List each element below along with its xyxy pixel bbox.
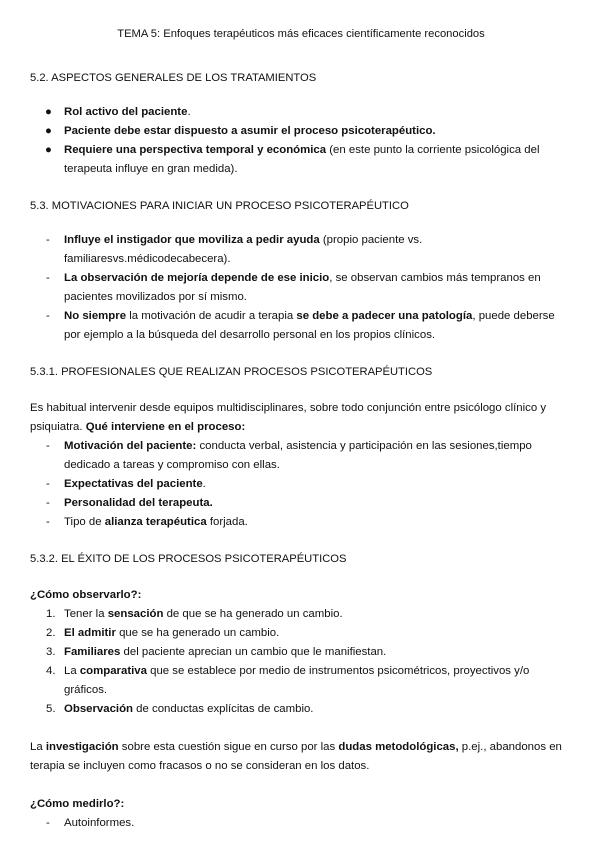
dash-marker: - [46, 310, 50, 322]
section-5-2-list [30, 103, 572, 179]
text: la motivación de acudir a terapia [126, 310, 297, 322]
observe-list [30, 605, 572, 719]
text: Tener la [64, 608, 108, 620]
dash-marker: - [46, 516, 50, 528]
section-5-3-1-intro [30, 399, 572, 437]
bold-text: Paciente debe estar dispuesto a asumir el proceso psicoterapéutico. [64, 125, 436, 137]
dash-marker: - [46, 497, 50, 509]
list-item [30, 141, 572, 179]
bold-text: ¿Cómo medirlo?: [30, 798, 125, 810]
section-5-3-1-heading: 5.3.1. PROFESIONALES QUE REALIZAN PROCESOS PSICOTERAPÉUTICOS [30, 366, 433, 378]
number-marker: 3. [46, 646, 56, 658]
text: sobre esta cuestión sigue en curso por las [118, 741, 339, 753]
section-5-3-2-heading: 5.3.2. EL ÉXITO DE LOS PROCESOS PSICOTERAPÉUTICOS [30, 553, 347, 565]
section-5-3-1-list [30, 437, 572, 532]
text: conducta verbal, asistencia y participación en las sesiones,tiempo dedicado a tareas y compromiso con ellas. [64, 440, 532, 471]
text: del paciente aprecian un cambio que le manifiestan. [120, 646, 387, 658]
text: , se observan cambios más tempranos en pacientes movilizados por sí mismo. [64, 272, 541, 303]
text: p.ej., abandonos en terapia se incluyen como fracasos o no se consideran en los datos. [30, 741, 562, 772]
section-5-3-list [30, 231, 572, 345]
bullet-marker: ● [45, 106, 52, 118]
text: que se ha generado un cambio. [115, 627, 280, 639]
bullet-marker: ● [45, 144, 52, 156]
dash-marker: - [46, 440, 50, 452]
bold-text: dudas metodológicas, [338, 741, 459, 753]
text: La [64, 665, 80, 677]
text: . [202, 478, 206, 490]
list-item [30, 122, 572, 141]
bold-text: comparativa [79, 665, 147, 677]
bold-text: Motivación del paciente: [64, 440, 197, 452]
list-item [30, 475, 572, 494]
bold-text: Requiere una perspectiva temporal y económica [64, 144, 327, 156]
list-item [30, 700, 572, 719]
text: , puede deberse por ejemplo a la búsqueda del desarrollo personal en los propios clínicos. [64, 310, 555, 341]
bold-text: se debe a padecer una patología [296, 310, 473, 322]
list-item [30, 814, 572, 833]
text: de que se ha generado un cambio. [163, 608, 343, 620]
bold-text: Personalidad del terapeuta. [64, 497, 213, 509]
list-item [30, 643, 572, 662]
list-item [30, 307, 572, 345]
list-item [30, 103, 572, 122]
research-paragraph [30, 738, 572, 776]
text: . [187, 106, 191, 118]
bold-text: Qué interviene en el proceso: [85, 421, 246, 433]
bold-text: No siempre [64, 310, 127, 322]
list-item [30, 231, 572, 269]
dash-marker: - [46, 817, 50, 829]
text: que se establece por medio de instrumentos psicométricos, proyectivos y/o gráficos. [64, 665, 530, 696]
text: de conductas explícitas de cambio. [133, 703, 314, 715]
number-marker: 4. [46, 665, 56, 677]
bold-text: Observación [64, 703, 134, 715]
dash-marker: - [46, 234, 50, 246]
list-item [30, 269, 572, 307]
number-marker: 5. [46, 703, 56, 715]
list-item [30, 662, 572, 700]
dash-marker: - [46, 272, 50, 284]
number-marker: 2. [46, 627, 56, 639]
text: Tipo de [64, 516, 105, 528]
dash-marker: - [46, 478, 50, 490]
bold-text: Influye el instigador que moviliza a pedir ayuda [64, 234, 320, 246]
bold-text: sensación [107, 608, 164, 620]
list-item [30, 624, 572, 643]
bold-text: investigación [45, 741, 119, 753]
section-5-3-heading: 5.3. MOTIVACIONES PARA INICIAR UN PROCESO PSICOTERAPÉUTICO [30, 200, 409, 212]
list-item [30, 437, 572, 475]
text: forjada. [206, 516, 248, 528]
section-5-2-heading: 5.2. ASPECTOS GENERALES DE LOS TRATAMIENTOS [30, 72, 317, 84]
bold-text: Expectativas del paciente [64, 478, 203, 490]
list-item [30, 513, 572, 532]
bold-text: Familiares [64, 646, 121, 658]
text: Es habitual intervenir desde equipos multidisciplinares, sobre todo conjunción entre psicólogo clínico y psiquiatra. [30, 402, 547, 433]
text: (en este punto la corriente psicológica del terapeuta influye en gran medida). [64, 144, 540, 175]
bold-text: Rol activo del paciente [64, 106, 188, 118]
document-title: TEMA 5: Enfoques terapéuticos más eficaces científicamente reconocidos [117, 28, 485, 40]
list-item [30, 494, 572, 513]
text: (propio paciente vs. familiaresvs.médicodecabecera). [64, 234, 423, 265]
number-marker: 1. [46, 608, 56, 620]
bold-text: La observación de mejoría depende de ese inicio [64, 272, 330, 284]
text: La [30, 741, 46, 753]
bold-text: El admitir [64, 627, 116, 639]
measure-list [30, 814, 572, 833]
bold-text: alianza terapéutica [104, 516, 207, 528]
bold-text: ¿Cómo observarlo?: [30, 589, 142, 601]
list-item [30, 605, 572, 624]
bullet-marker: ● [45, 125, 52, 137]
question-measure [30, 795, 572, 814]
text: Autoinformes. [64, 817, 135, 829]
question-observe [30, 586, 572, 605]
